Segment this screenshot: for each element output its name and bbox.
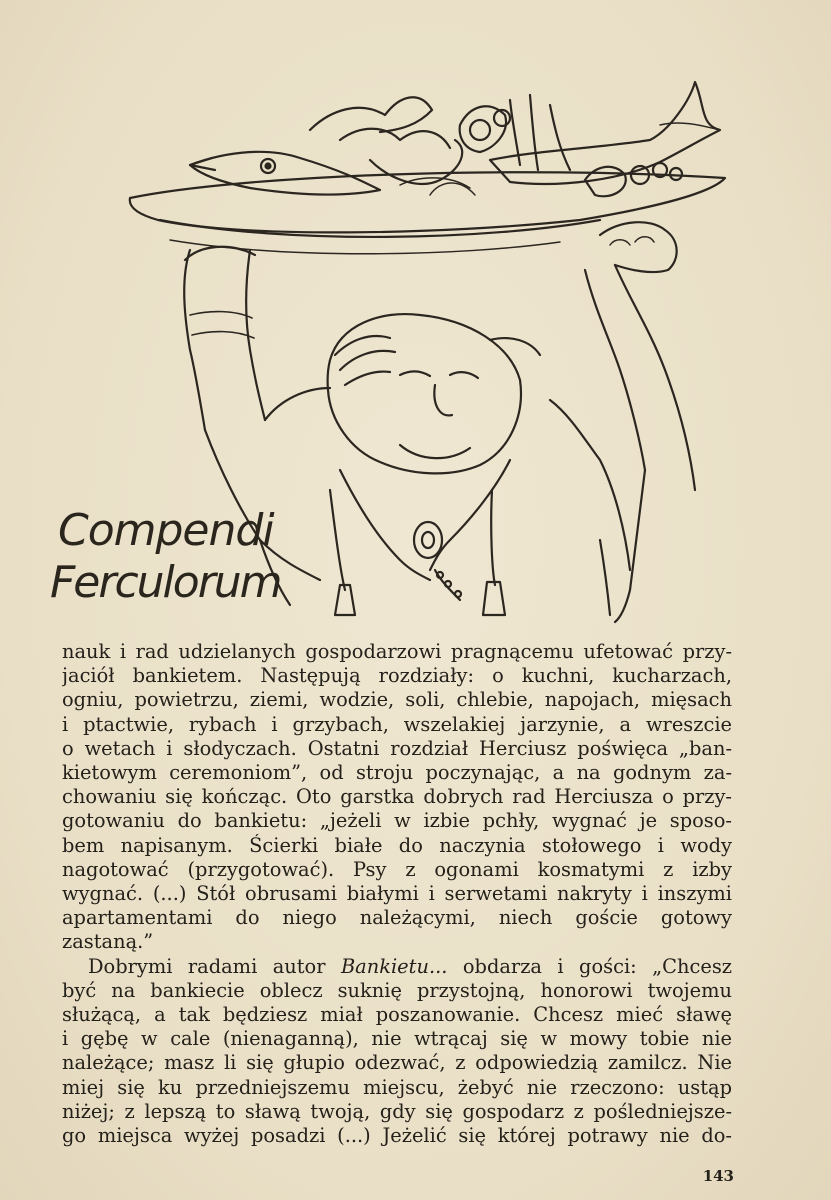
text-line: być na bankiecie oblecz suknię przystojną, honorowi twojemu bbox=[62, 978, 732, 1002]
text-line: wygnać. (...) Stół obrusami białymi i serwetami nakryty i inszymi bbox=[62, 882, 732, 906]
text-line bbox=[62, 955, 732, 979]
text-line: chowaniu się kończąc. Oto garstka dobrych rad Herciusza o przy- bbox=[62, 785, 732, 809]
text-line: gotowaniu do bankietu: „jeżeli w izbie pchły, wygnać je sposo- bbox=[62, 809, 732, 833]
text-line: miej się ku przedniejszemu miejscu, żebyć nie rzeczono: ustąp bbox=[62, 1075, 732, 1099]
heading-line-1: Compendi bbox=[58, 505, 274, 556]
text-line: bem napisanym. Ścierki białe do naczynia stołowego i wody bbox=[62, 833, 732, 857]
text-line: należące; masz li się głupio odezwać, z odpowiedzią zamilcz. Nie bbox=[62, 1051, 732, 1075]
heading-line-2: Ferculorum bbox=[50, 557, 281, 608]
text-line: służącą, a tak będziesz miał poszanowanie. Chcesz mieć sławę bbox=[62, 1003, 732, 1027]
text-line: go miejsca wyżej posadzi (...) Jeżelić się której potrawy nie do- bbox=[62, 1124, 732, 1148]
chapter-heading bbox=[50, 505, 300, 620]
text-line: i ptactwie, rybach i grzybach, wszelakiej jarzynie, a wreszcie bbox=[62, 712, 732, 736]
text-line: apartamentami do niego należącymi, niech goście gotowy bbox=[62, 906, 732, 930]
text-fragment: Dobrymi radami autor bbox=[88, 954, 341, 978]
book-title-italic: Bankietu... bbox=[340, 954, 448, 978]
text-line: jaciół bankietem. Następują rozdziały: o kuchni, kucharzach, bbox=[62, 664, 732, 688]
text-line: i gębę w cale (nienaganną), nie wtrącaj się w mowy tobie nie bbox=[62, 1027, 732, 1051]
body-text bbox=[62, 640, 732, 1148]
text-fragment: obdarza i gości: „Chcesz bbox=[447, 954, 732, 978]
text-line: zastaną.” bbox=[62, 930, 154, 954]
text-line: o wetach i słodyczach. Ostatni rozdział Herciusz poświęca „ban- bbox=[62, 736, 732, 760]
text-line: nauk i rad udzielanych gospodarzowi pragnącemu ufetować przy- bbox=[62, 640, 732, 663]
text-line: niżej; z lepszą to sławą twoją, gdy się gospodarz z pośledniejsze- bbox=[62, 1099, 732, 1123]
text-line: nagotować (przygotować). Psy z ogonami kosmatymi z izby bbox=[62, 857, 732, 881]
paragraph-2 bbox=[62, 955, 732, 1149]
page-number: 143 bbox=[702, 1167, 734, 1185]
text-line: kietowym ceremoniom”, od stroju poczynając, a na godnym za- bbox=[62, 761, 732, 785]
paragraph-1 bbox=[62, 640, 732, 955]
text-line: ogniu, powietrzu, ziemi, wodzie, soli, chlebie, napojach, mięsach bbox=[62, 688, 732, 712]
